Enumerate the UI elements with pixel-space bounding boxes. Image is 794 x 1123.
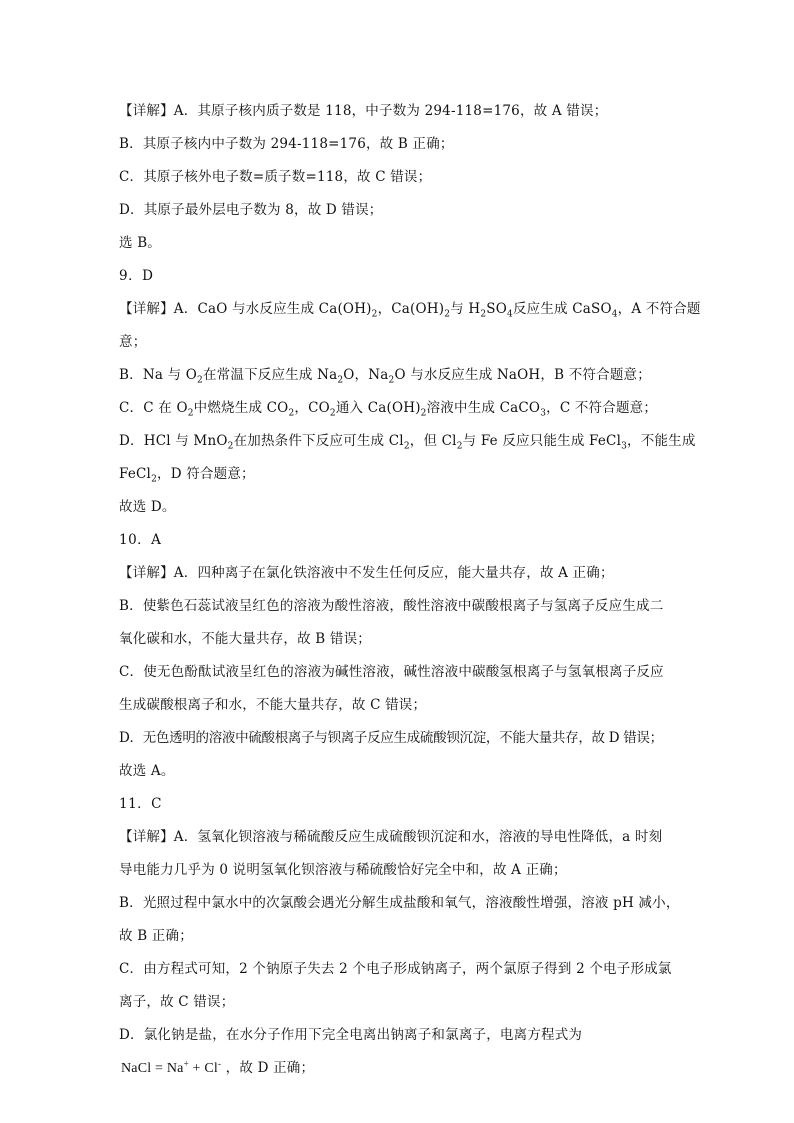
text-line: 故 B 正确；: [119, 928, 193, 944]
text-line: 生成碳酸根离子和水，不能大量共存，故 C 错误；: [119, 697, 427, 713]
text-line: D．HCl 与 MnO$_2$在加热条件下反应可生成 $Cl_2$，但 $Cl_2$与 Fe 反应只能生成 FeCl$_3$，不能生成: [119, 433, 696, 452]
text-line: B．Na 与 $O_2$在常温下反应生成 $Na_2O$，$Na_2O$ 与水反应生成 NaOH，B 不符合题意；: [119, 367, 651, 386]
text-line: D．氯化钠是盐，在水分子作用下完全电离出钠离子和氯离子，电离方程式为: [119, 1027, 583, 1043]
text-line: 【详解】A．CaO 与水反应生成 $Ca(OH)_2$，$Ca(OH)_2$与 $H_2SO_4$反应生成 CaSO$_4$，A 不符合题: [119, 301, 701, 320]
text-line: B．光照过程中氯水中的次氯酸会遇光分解生成盐酸和氧气，溶液酸性增强，溶液 pH 减小，: [119, 895, 680, 911]
text-line: 故选 A。: [119, 763, 175, 779]
question-number: 9．D: [119, 268, 154, 284]
answer-text-body: [119, 98, 701, 1088]
text-line: FeCl$_2$，D 符合题意；: [119, 466, 255, 485]
question-number: 11．C: [119, 796, 163, 812]
text-line: B．其原子核内中子数为 294-118=176，故 B 正确；: [119, 136, 454, 152]
text-line: 故选 D。: [119, 499, 176, 515]
text-line: 离子，故 C 错误；: [119, 994, 235, 1010]
text-line: 【详解】A．氢氧化钡溶液与稀硫酸反应生成硫酸钡沉淀和水，溶液的导电性降低，a 时刻: [119, 829, 663, 845]
text-line: C．C 在 $O_2$中燃烧生成 $CO_2$，$CO_2$通入 $Ca(OH)_2$溶液中生成 CaCO$_3$，C 不符合题意；: [119, 400, 658, 419]
text-line: D．无色透明的溶液中硫酸根离子与钡离子反应生成硫酸钡沉淀，不能大量共存，故 D 错误；: [119, 730, 663, 746]
text-line: 【详解】A．四种离子在氯化铁溶液中不发生任何反应，能大量共存，故 A 正确；: [119, 565, 614, 581]
text-line: 氧化碳和水，不能大量共存，故 B 错误；: [119, 631, 372, 647]
text-line: D．其原子最外层电子数为 8，故 D 错误；: [119, 202, 383, 218]
text-line: C．其原子核外电子数=质子数=118，故 C 错误；: [119, 169, 432, 185]
text-line: C．由方程式可知，2 个钠原子失去 2 个电子形成钠离子，两个氯原子得到 2 个电子形成氯: [119, 961, 672, 977]
text-line: 导电能力几乎为 0 说明氢氧化钡溶液与稀硫酸恰好完全中和，故 A 正确；: [119, 862, 567, 878]
text-line: B．使紫色石蕊试液呈红色的溶液为酸性溶液，酸性溶液中碳酸根离子与氢离子反应生成二: [119, 598, 664, 614]
question-number: 10．A: [119, 532, 162, 548]
equation-line: NaCl = Na+ + Cl- ，故 D 正确；: [121, 1058, 315, 1076]
ionization-equation: NaCl = Na+ + Cl-: [121, 1058, 222, 1076]
text-line: 意；: [119, 334, 147, 350]
text-line: 选 B。: [119, 235, 162, 251]
text-line: C．使无色酚酞试液呈红色的溶液为碱性溶液，碱性溶液中碳酸氢根离子与氢氧根离子反应: [119, 664, 664, 680]
text-line: 【详解】A．其原子核内质子数是 118，中子数为 294-118=176，故 A 错误；: [119, 103, 608, 119]
